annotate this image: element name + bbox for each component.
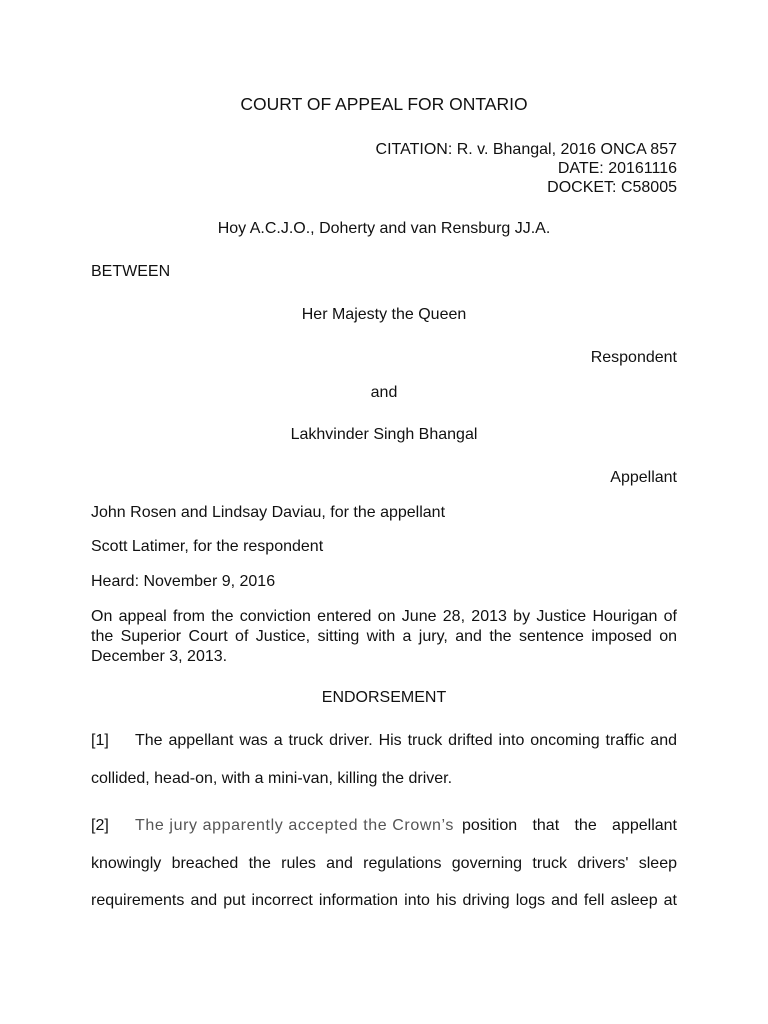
endorsement-heading: ENDORSEMENT [321,689,447,706]
party-one: Her Majesty the Queen [301,306,467,323]
party-two-role: Appellant [610,469,677,486]
paragraph-2-text-1-rest: position that the appellant [461,817,677,834]
between-label: BETWEEN [91,263,171,280]
appeal-from-paragraph: On appeal from the conviction entered on June 28, 2013 by Justice Hourigan of the Superior Court of Justice, sitting with a jury, and the sentence imposed on December 3, 2013. [91,608,677,665]
heard-date: Heard: November 9, 2016 [91,573,276,590]
docket: DOCKET: C58005 [547,179,677,196]
paragraph-2-text-3: requirements and put incorrect information into his driving logs and fell asleep at [91,892,677,909]
paragraph-2-text-1-light: The jury apparently accepted the Crown’s [135,817,454,834]
paragraph-1-text-2: collided, head-on, with a mini-van, killing the driver. [91,770,453,787]
counsel-respondent: Scott Latimer, for the respondent [91,538,324,555]
paragraph-1-text-1: The appellant was a truck driver. His truck drifted into oncoming traffic and [135,732,677,749]
paragraph-2-number: [2] [91,817,109,834]
panel-judges: Hoy A.C.J.O., Doherty and van Rensburg JJ.A. [217,220,551,237]
paragraph-2-text-1-wrap [135,816,677,836]
paragraph-1-line-1 [91,731,677,751]
counsel-appellant: John Rosen and Lindsay Daviau, for the appellant [91,504,446,521]
paragraph-2-text-2: knowingly breached the rules and regulations governing truck drivers' sleep [91,855,677,872]
party-two: Lakhvinder Singh Bhangal [290,426,478,443]
court-title: COURT OF APPEAL FOR ONTARIO [240,94,528,114]
paragraph-2-line-1 [91,816,677,836]
paragraph-1-number: [1] [91,732,109,749]
citation: CITATION: R. v. Bhangal, 2016 ONCA 857 [375,141,677,158]
and-label: and [370,384,398,401]
date: DATE: 20161116 [557,160,677,177]
party-one-role: Respondent [590,349,677,366]
